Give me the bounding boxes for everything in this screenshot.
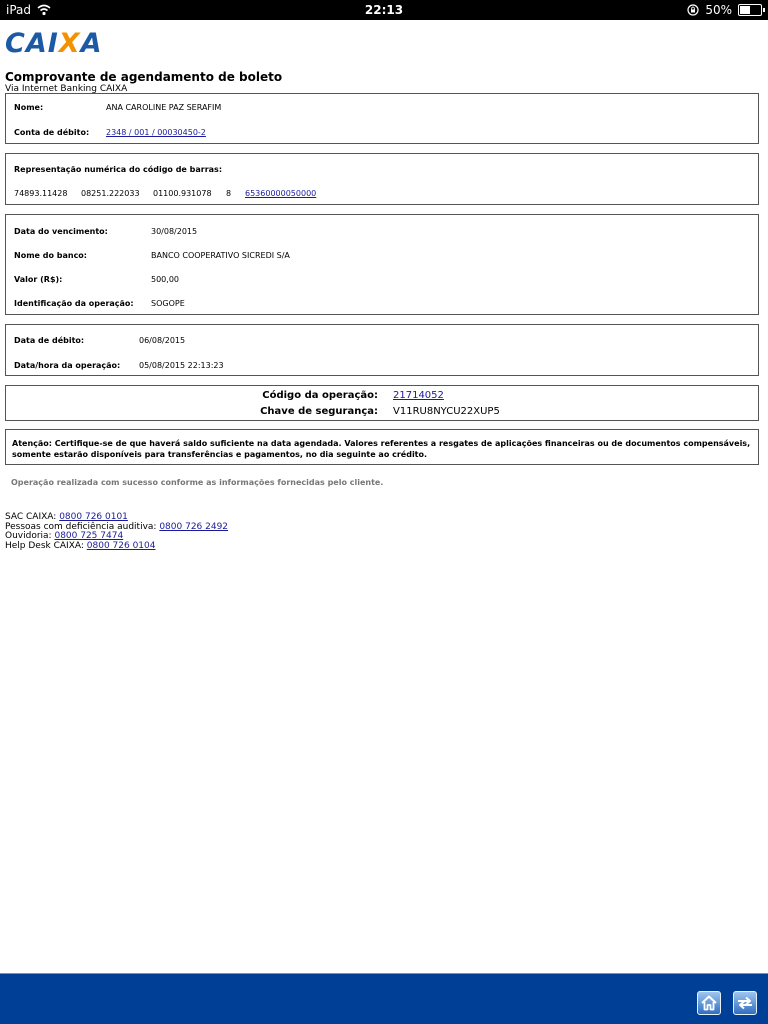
- status-bar: [0, 0, 768, 20]
- barcode-part-4: 8: [226, 189, 232, 198]
- notice-box: [5, 429, 759, 465]
- name-row: [14, 102, 750, 114]
- contact-sac-number[interactable]: 0800 726 0101: [59, 512, 128, 522]
- orientation-lock-icon: [687, 4, 699, 16]
- amount-row: [14, 274, 750, 286]
- contact-ombudsman: Ouvidoria: 0800 725 7474: [5, 531, 124, 541]
- notice-text: Atenção: Certifique-se de que haverá saldo suficiente na data agendada. Valores referentes a resgates de aplicações financeiras ou de documentos compensáveis, somente estarão disponíveis para transferências e pagamentos, no dia seguinte ao crédito.: [12, 439, 751, 459]
- account-row: [14, 127, 750, 139]
- barcode-box: [5, 153, 759, 205]
- due-date-row: [14, 226, 750, 238]
- bottom-toolbar: [0, 973, 768, 1024]
- operation-datetime-value: 05/08/2015 22:13:23: [139, 361, 224, 370]
- page-title: Comprovante de agendamento de boleto: [5, 70, 283, 84]
- amount-value: 500,00: [151, 275, 179, 284]
- name-label: Nome:: [14, 103, 44, 112]
- bank-value: BANCO COOPERATIVO SICREDI S/A: [151, 251, 290, 260]
- bank-label: Nome do banco:: [14, 251, 88, 260]
- contact-sac: SAC CAIXA: 0800 726 0101: [5, 512, 128, 522]
- operation-datetime-row: [14, 360, 750, 372]
- barcode-part-3: 01100.931078: [153, 189, 212, 198]
- operation-id-label: Identificação da operação:: [14, 299, 134, 308]
- contact-hearing-number[interactable]: 0800 726 2492: [159, 521, 229, 532]
- success-message: Operação realizada com sucesso conforme as informações fornecidas pelo cliente.: [11, 478, 384, 487]
- bank-row: [14, 250, 750, 262]
- debit-date-label: Data de débito:: [14, 336, 85, 345]
- operation-code-label: Código da operação:: [262, 390, 378, 401]
- contact-helpdesk-number[interactable]: 0800 726 0104: [86, 540, 156, 551]
- account-label: Conta de débito:: [14, 128, 90, 137]
- status-time: 22:13: [364, 3, 404, 17]
- operation-id-value: SOGOPE: [151, 299, 185, 308]
- logo-text: CAIXA: [5, 28, 103, 59]
- barcode-part-1: 74893.11428: [14, 189, 68, 198]
- caixa-logo: [5, 30, 103, 58]
- debit-date-value: 06/08/2015: [139, 336, 186, 345]
- name-value: ANA CAROLINE PAZ SERAFIM: [106, 103, 222, 112]
- home-icon: [700, 994, 718, 1012]
- home-button[interactable]: [697, 991, 721, 1015]
- dates-box: [5, 324, 759, 376]
- security-key-label: Chave de segurança:: [260, 406, 378, 417]
- security-key-row: [6, 405, 758, 419]
- barcode-part-5-link[interactable]: 65360000050000: [245, 189, 317, 198]
- amount-label: Valor (R$):: [14, 275, 63, 284]
- barcode-label-row: [14, 164, 750, 176]
- page-subtitle: Via Internet Banking CAIXA: [5, 84, 128, 94]
- contact-hearing: Pessoas com deficiência auditiva: 0800 726 2492: [5, 521, 229, 532]
- battery-icon: [738, 4, 762, 16]
- barcode-label: Representação numérica do código de barras:: [14, 165, 223, 174]
- account-box: [5, 93, 759, 144]
- barcode-value-row: [14, 188, 750, 200]
- status-right: [687, 3, 762, 17]
- operation-datetime-label: Data/hora da operação:: [14, 361, 121, 370]
- account-link[interactable]: 2348 / 001 / 00030450-2: [106, 128, 206, 137]
- security-key-value: V11RU8NYCU22XUP5: [393, 406, 500, 417]
- battery-fill: [740, 6, 750, 14]
- operation-code-link[interactable]: 21714052: [393, 390, 444, 401]
- refresh-icon: [736, 994, 754, 1012]
- operation-box: [5, 385, 759, 421]
- debit-date-row: [14, 335, 750, 347]
- operation-code-row: [6, 389, 758, 403]
- device-name: iPad: [6, 3, 32, 17]
- contacts: [5, 513, 228, 551]
- contact-helpdesk: Help Desk CAIXA: 0800 726 0104: [5, 540, 156, 551]
- contact-ombudsman-number[interactable]: 0800 725 7474: [54, 531, 124, 541]
- bill-box: [5, 214, 759, 315]
- barcode-part-2: 08251.222033: [81, 189, 140, 198]
- due-date-label: Data do vencimento:: [14, 227, 108, 236]
- refresh-button[interactable]: [733, 991, 757, 1015]
- battery-percent: 50%: [705, 3, 732, 17]
- operation-id-row: [14, 298, 750, 310]
- due-date-value: 30/08/2015: [151, 227, 198, 236]
